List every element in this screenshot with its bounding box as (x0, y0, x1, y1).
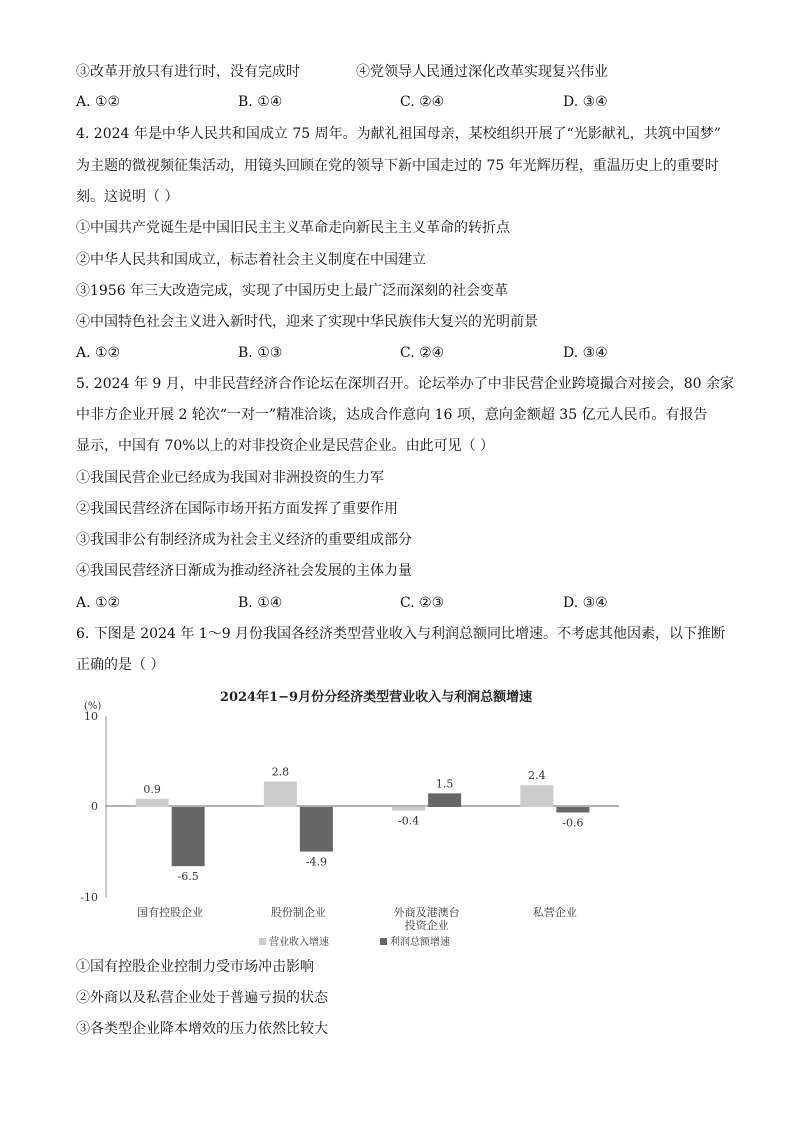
bars-group (136, 766, 590, 884)
data-label-profit-3: -0.6 (562, 816, 584, 830)
option-b[interactable]: B. ①④ (238, 94, 283, 110)
y-axis-label: (%) (84, 701, 102, 712)
bar-profit-3 (556, 807, 589, 812)
bar-profit-2 (428, 793, 461, 807)
legend-swatch-profit (380, 938, 387, 945)
q5-stem-line-1: 5. 2024 年 9 月，中非民营经济合作论坛在深圳召开。论坛举办了中非民营企业跨境撮合对接会，80 余家 (76, 376, 734, 392)
bar-revenue-1 (264, 782, 297, 807)
q5-statement-1: ①我国民营企业已经成为我国对非洲投资的生力军 (76, 470, 384, 486)
bar-profit-1 (300, 807, 333, 852)
q5-statement-2: ②我国民营经济在国际市场开拓方面发挥了重要作用 (76, 501, 398, 517)
data-label-revenue-0: 0.9 (143, 782, 161, 796)
q3-options (76, 92, 736, 112)
q5-statement-3: ③我国非公有制经济成为社会主义经济的重要组成部分 (76, 532, 412, 548)
growth-rate-bar-chart (76, 680, 636, 952)
option-d[interactable]: D. ③④ (563, 345, 608, 361)
option-c[interactable]: C. ②③ (400, 595, 445, 611)
statement-4: ④党领导人民通过深化改革实现复兴伟业 (356, 64, 608, 80)
bar-revenue-3 (520, 785, 553, 807)
data-label-profit-1: -4.9 (305, 855, 327, 869)
data-label-revenue-1: 2.8 (271, 765, 290, 779)
option-a[interactable]: A. ①② (76, 94, 121, 110)
q4-stem-line-2: 为主题的微视频征集活动，用镜头回顾在党的领导下新中国走过的 75 年光辉历程，重温历史上的重要时 (76, 158, 719, 174)
statement-3: ③改革开放只有进行时，没有完成时 (76, 64, 300, 80)
legend-swatch-revenue (259, 938, 266, 945)
q6-statement-3: ③各类型企业降本增效的压力依然比较大 (76, 1021, 328, 1037)
category-label-2-line-2: 投资企业 (404, 919, 449, 932)
option-a[interactable]: A. ①② (76, 345, 121, 361)
q4-stem-line-3: 刻。这说明（ ） (76, 189, 179, 205)
q4-statement-4: ④中国特色社会主义进入新时代，迎来了实现中华民族伟大复兴的光明前景 (76, 314, 538, 330)
category-label-3: 私营企业 (532, 906, 577, 919)
q5-stem-line-2: 中非方企业开展 2 轮次“一对一”精准洽谈，达成合作意向 16 项，意向金额超 35 亿元人民币。有报告 (76, 407, 708, 423)
option-d[interactable]: D. ③④ (563, 595, 608, 611)
statements-line-3-4 (76, 62, 736, 82)
bar-revenue-0 (136, 799, 169, 807)
data-label-revenue-2: -0.4 (398, 814, 420, 828)
q4-statement-3: ③1956 年三大改造完成，实现了中国历史上最广泛而深刻的社会变革 (76, 283, 509, 299)
q5-statement-4: ④我国民营经济日渐成为推动经济社会发展的主体力量 (76, 563, 412, 579)
chart-title: 2024年1−9月份分经济类型营业收入与利润总额增速 (219, 690, 533, 705)
category-labels (137, 905, 577, 932)
option-a[interactable]: A. ①② (76, 595, 121, 611)
option-b[interactable]: B. ①④ (238, 595, 283, 611)
q5-stem-line-3: 显示，中国有 70%以上的对非投资企业是民营企业。由此可见（ ） (76, 438, 495, 454)
q4-options (76, 343, 736, 363)
option-c[interactable]: C. ②④ (400, 94, 445, 110)
q4-statement-1: ①中国共产党诞生是中国旧民主主义革命走向新民主主义革命的转折点 (76, 220, 510, 236)
category-label-0: 国有控股企业 (137, 906, 204, 919)
q6-statement-2: ②外商以及私营企业处于普遍亏损的状态 (76, 990, 328, 1006)
bar-profit-0 (172, 807, 205, 866)
q5-options (76, 593, 736, 613)
y-tick-10: 10 (84, 710, 98, 723)
legend-label-profit: 利润总额增速 (390, 937, 450, 948)
data-label-profit-0: -6.5 (177, 870, 199, 884)
q6-stem-line-1: 6. 下图是 2024 年 1～9 月份我国各经济类型营业收入与利润总额同比增速。不考虑其他因素，以下推断 (76, 626, 726, 642)
option-d[interactable]: D. ③④ (563, 94, 608, 110)
option-c[interactable]: C. ②④ (400, 345, 445, 361)
q4-statement-2: ②中华人民共和国成立，标志着社会主义制度在中国建立 (76, 252, 426, 268)
y-tick-0: 0 (91, 800, 98, 813)
y-tick-minus-10: -10 (80, 891, 98, 904)
q4-stem-line-1: 4. 2024 年是中华人民共和国成立 75 周年。为献礼祖国母亲，某校组织开展了“光影献礼，共筑中国梦” (76, 126, 721, 142)
category-label-1: 股份制企业 (270, 906, 326, 919)
data-label-revenue-3: 2.4 (528, 769, 546, 783)
legend-label-revenue: 营业收入增速 (269, 937, 329, 948)
legend (259, 935, 450, 948)
q6-stem-line-2: 正确的是（ ） (76, 657, 165, 673)
data-label-profit-2: 1.5 (435, 777, 454, 791)
q6-statement-1: ①国有控股企业控制力受市场冲击影响 (76, 959, 314, 975)
bar-revenue-2 (392, 807, 425, 811)
option-b[interactable]: B. ①③ (238, 345, 283, 361)
category-label-2: 外商及港澳台 (393, 906, 460, 919)
